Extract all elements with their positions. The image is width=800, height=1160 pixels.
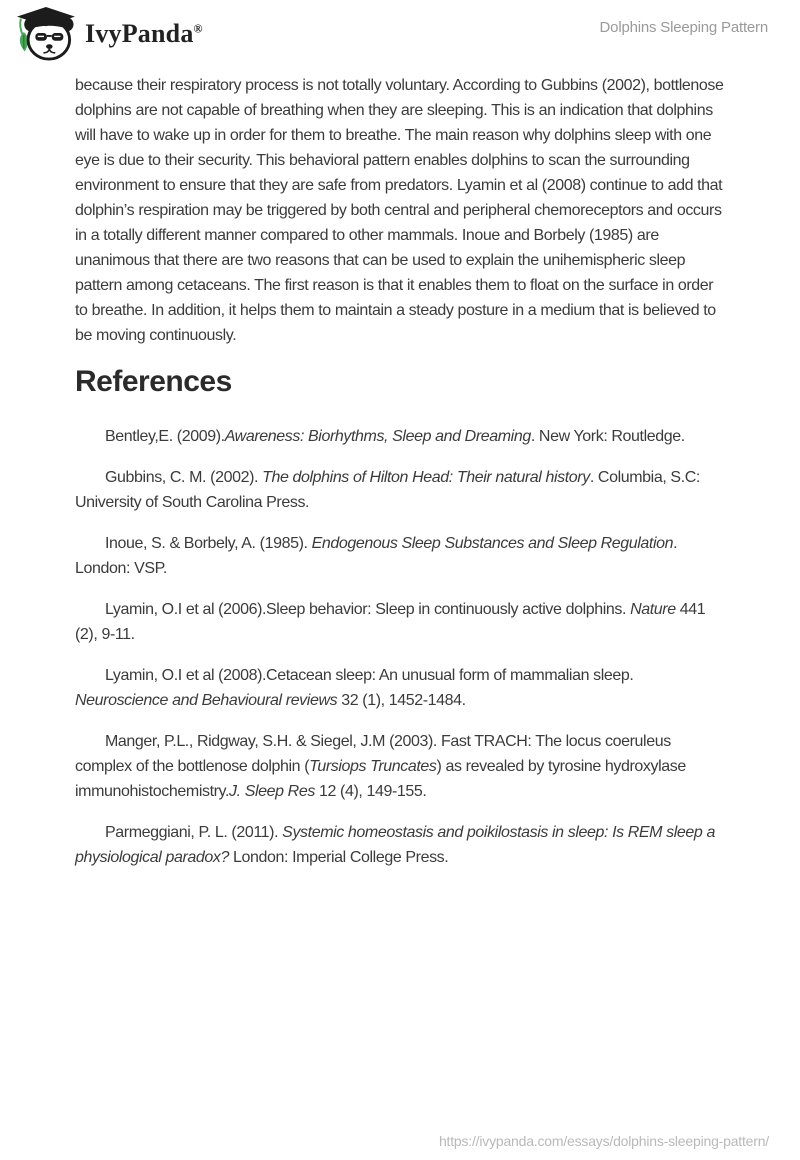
ivypanda-logo bbox=[14, 6, 203, 62]
reference-entry bbox=[75, 531, 725, 581]
reference-text-segment: Bentley,E. (2009). bbox=[105, 428, 225, 445]
brand-name bbox=[85, 7, 203, 61]
reference-title-italic: Systemic homeostasis and poikilostasis in sleep: Is REM sleep a physiological paradox? bbox=[75, 824, 715, 866]
reference-text-segment: Inoue, S. & Borbely, A. (1985). bbox=[105, 535, 312, 552]
reference-text-segment: Manger, P.L., Ridgway, S.H. & Siegel, J.M (2003). Fast TRACH: The locus coeruleus complex of the bottlenose dolphin ( bbox=[75, 733, 671, 775]
page-header bbox=[0, 0, 800, 64]
reference-text-segment: Gubbins, C. M. (2002). bbox=[105, 469, 263, 486]
essay-content bbox=[75, 73, 725, 870]
reference-title-italic: The dolphins of Hilton Head: Their natural history bbox=[262, 469, 590, 486]
footer-url: https://ivypanda.com/essays/dolphins-sleeping-pattern/ bbox=[438, 1133, 769, 1149]
reference-text-segment: London: Imperial College Press. bbox=[228, 849, 449, 866]
reference-text-segment: ) as revealed by tyrosine hydroxylase immunohistochemistry. bbox=[75, 758, 686, 800]
brand-text: IvyPanda bbox=[85, 19, 194, 48]
references-heading: References bbox=[75, 365, 232, 398]
reference-title-italic: J. Sleep Res bbox=[229, 783, 315, 800]
reference-text-segment: Lyamin, O.I et al (2008).Cetacean sleep: An unusual form of mammalian sleep. bbox=[105, 667, 634, 684]
reference-text-segment: 12 (4), 149-155. bbox=[314, 783, 427, 800]
registered-trademark: ® bbox=[193, 21, 203, 36]
reference-text-segment: . London: VSP. bbox=[75, 535, 678, 577]
reference-entry bbox=[75, 424, 725, 449]
reference-text-segment: . New York: Routledge. bbox=[530, 428, 685, 445]
reference-entry bbox=[75, 820, 725, 870]
reference-entry bbox=[75, 465, 725, 515]
reference-entry bbox=[75, 663, 725, 713]
reference-title-italic: Awareness: Biorhythms, Sleep and Dreaming bbox=[224, 428, 531, 445]
essay-paragraph: because their respiratory process is not totally voluntary. According to Gubbins (2002), bottlenose dolphins are not capable of breathing when they are sleeping. This is an indication that dolphins will have to wake up in order for them to breathe. The main reason why dolphins sleep with one eye is due to their security. This behavioral pattern enables dolphins to scan the surrounding environment to ensure that they are safe from predators. Lyamin et al (2008) continue to add that dolphin’s respiration may be triggered by both central and peripheral chemoreceptors and occurs in a totally different manner compared to other mammals. Inoue and Borbely (1985) are unanimous that there are two reasons that can be used to explain the unihemispheric sleep pattern among cetaceans. The first reason is that it enables them to float on the surface in order to breathe. In addition, it helps them to maintain a steady posture in a medium that is believed to be moving continuously. bbox=[75, 77, 724, 344]
reference-title-italic: Neuroscience and Behavioural reviews bbox=[75, 692, 338, 709]
panda-graduate-icon bbox=[14, 6, 76, 62]
reference-entry bbox=[75, 597, 725, 647]
reference-title-italic: Nature bbox=[630, 601, 676, 618]
reference-entry bbox=[75, 729, 725, 804]
reference-title-italic: Tursiops Truncates bbox=[309, 758, 437, 775]
reference-text-segment: . Columbia, S.C: University of South Carolina Press. bbox=[75, 469, 700, 511]
reference-text-segment: 441 (2), 9-11. bbox=[75, 601, 706, 643]
document-header-title: Dolphins Sleeping Pattern bbox=[599, 19, 768, 36]
reference-title-italic: Endogenous Sleep Substances and Sleep Regulation bbox=[311, 535, 674, 552]
reference-text-segment: 32 (1), 1452-1484. bbox=[337, 692, 466, 709]
reference-text-segment: Lyamin, O.I et al (2006).Sleep behavior: Sleep in continuously active dolphins. bbox=[105, 601, 631, 618]
reference-text-segment: Parmeggiani, P. L. (2011). bbox=[105, 824, 283, 841]
